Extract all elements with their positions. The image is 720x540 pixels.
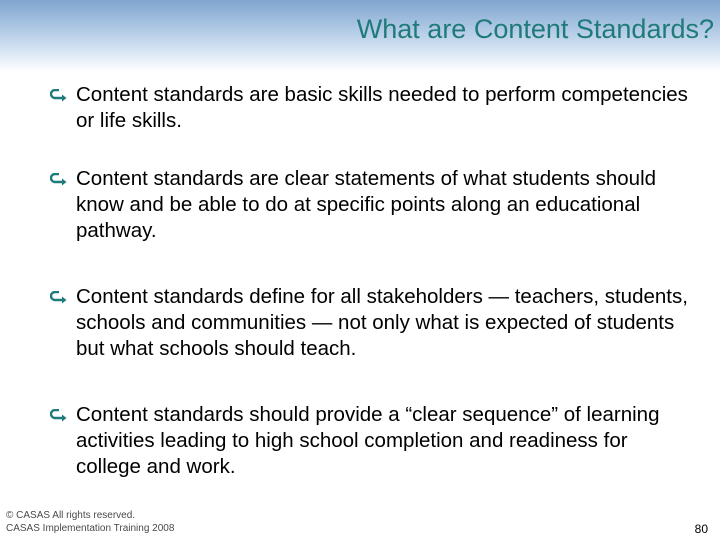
footer [6, 509, 174, 535]
curved-arrow-icon [50, 89, 68, 103]
bullet-item [48, 402, 698, 480]
bullet-text: Content standards are clear statements of what students should know and be able to do at specific points along an educational pathway. [76, 167, 657, 242]
bullet-text: Content standards are basic skills needed to perform competencies or life skills. [76, 83, 688, 132]
bullet-text: Content standards define for all stakeholders — teachers, students, schools and communities — not only what is expected of students but what schools should teach. [76, 285, 688, 360]
slide-title: What are Content Standards? [356, 14, 714, 44]
curved-arrow-icon [50, 409, 68, 423]
bullet-item [48, 284, 698, 362]
bullet-item [48, 82, 698, 134]
curved-arrow-icon [50, 173, 68, 187]
footer-event: CASAS Implementation Training 2008 [6, 523, 175, 534]
bullet-list [48, 82, 698, 512]
footer-copyright: © CASAS All rights reserved. [6, 510, 136, 521]
bullet-item [48, 166, 698, 244]
page-number: 80 [694, 522, 708, 536]
bullet-text: Content standards should provide a “clear sequence” of learning activities leading to high school completion and readiness for college and work. [76, 403, 660, 478]
curved-arrow-icon [50, 291, 68, 305]
